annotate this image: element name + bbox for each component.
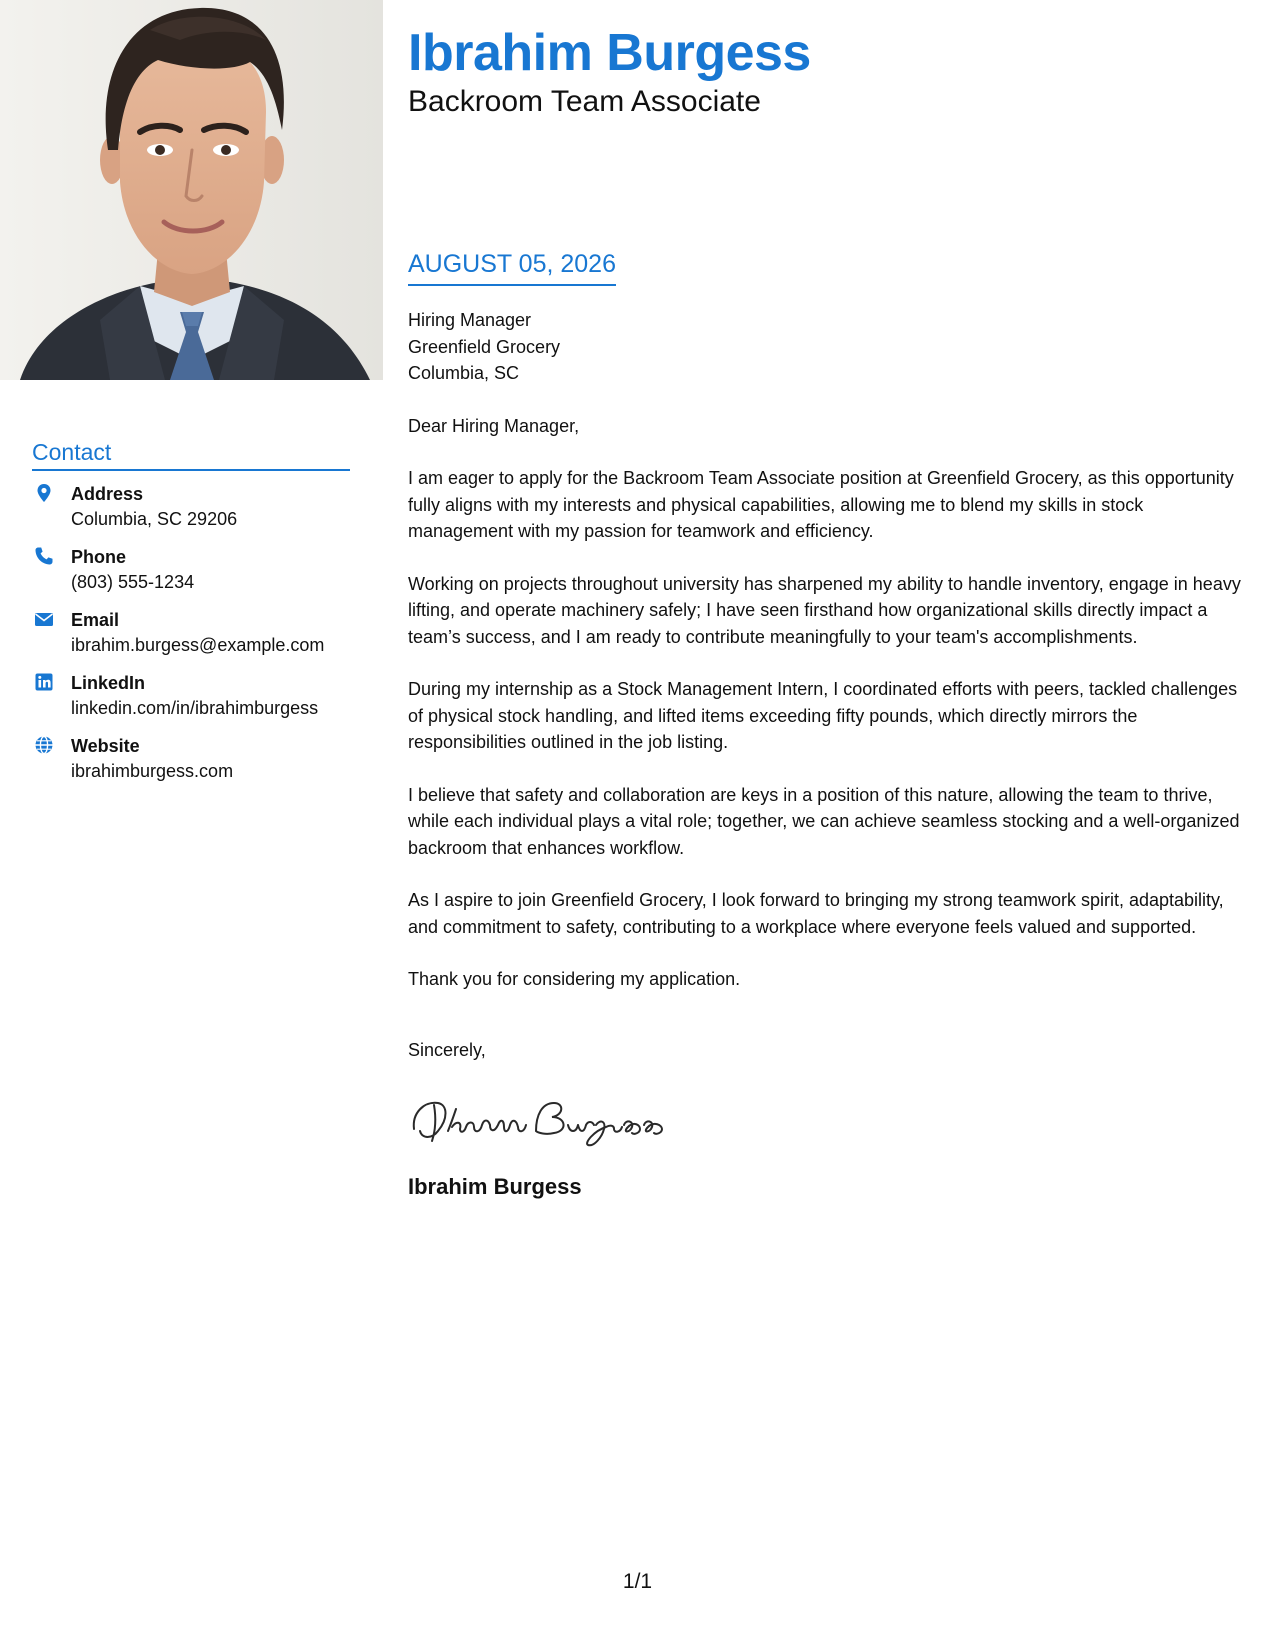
contact-item-phone bbox=[32, 545, 362, 608]
address-value: Columbia, SC 29206 bbox=[71, 509, 238, 529]
email-value[interactable]: ibrahim.burgess@example.com bbox=[71, 635, 325, 655]
contact-label: Address bbox=[71, 484, 144, 504]
letter-paragraph: Working on projects throughout university has sharpened my ability to handle inventory, engage in heavy lifting, and operate machinery safely; I have seen firsthand how organizational skills directly impact a team’s success, and I am ready to contribute meaningfully to your team's accomplishments. bbox=[408, 573, 1241, 647]
recipient-title: Hiring Manager bbox=[408, 310, 532, 330]
profile-photo bbox=[0, 0, 383, 380]
letter-paragraph: As I aspire to join Greenfield Grocery, I look forward to bringing my strong teamwork spirit, adaptability, and commitment to safety, contributing to a workplace where everyone feels valued and supported. bbox=[408, 890, 1224, 937]
job-title: Backroom Team Associate bbox=[408, 85, 761, 118]
recipient-company: Greenfield Grocery bbox=[408, 336, 561, 357]
contact-label: LinkedIn bbox=[71, 673, 146, 693]
contact-item-linkedin bbox=[32, 671, 362, 734]
recipient-block bbox=[408, 307, 1253, 387]
letter-paragraph: Thank you for considering my application. bbox=[408, 969, 741, 989]
website-value[interactable]: ibrahimburgess.com bbox=[71, 761, 234, 781]
contact-item-website bbox=[32, 734, 362, 797]
contact-list bbox=[32, 482, 362, 797]
signer-name: Ibrahim Burgess bbox=[408, 1174, 582, 1199]
contact-label: Email bbox=[71, 610, 120, 630]
contact-label: Phone bbox=[71, 547, 127, 567]
letter-date: AUGUST 05, 2026 bbox=[408, 248, 616, 286]
globe-icon bbox=[34, 735, 54, 755]
applicant-name: Ibrahim Burgess bbox=[408, 24, 811, 82]
recipient-location: Columbia, SC bbox=[408, 363, 520, 383]
contact-label: Website bbox=[71, 736, 140, 756]
phone-icon bbox=[34, 546, 54, 566]
contact-heading: Contact bbox=[32, 437, 350, 471]
letter-paragraph: I believe that safety and collaboration are keys in a position of this nature, allowing the team to thrive, while each individual plays a vital role; together, we can achieve seamless stocking and a well-organized backroom that enhances workflow. bbox=[408, 784, 1240, 858]
contact-item-email bbox=[32, 608, 362, 671]
phone-value[interactable]: (803) 555-1234 bbox=[71, 572, 195, 592]
handwritten-signature bbox=[408, 1091, 1253, 1151]
closing: Sincerely, bbox=[408, 1039, 486, 1060]
letter-paragraph: I am eager to apply for the Backroom Team Associate position at Greenfield Grocery, as this opportunity fully aligns with my interests and physical capabilities, allowing me to blend my skills in stock management with my passion for teamwork and efficiency. bbox=[408, 468, 1234, 541]
letter-body bbox=[408, 307, 1253, 1201]
linkedin-icon bbox=[34, 672, 54, 692]
letter-paragraph: During my internship as a Stock Management Intern, I coordinated efforts with peers, tackled challenges of physical stock handling, and lifted items exceeding fifty pounds, which directly mirrors the responsibilities outlined in the job listing. bbox=[408, 679, 1238, 752]
contact-item-address bbox=[32, 482, 362, 545]
page-number: 1/1 bbox=[622, 1570, 653, 1593]
salutation: Dear Hiring Manager, bbox=[408, 415, 580, 436]
location-pin-icon bbox=[34, 483, 54, 503]
linkedin-value[interactable]: linkedin.com/in/ibrahimburgess bbox=[71, 698, 319, 718]
envelope-icon bbox=[34, 609, 54, 629]
